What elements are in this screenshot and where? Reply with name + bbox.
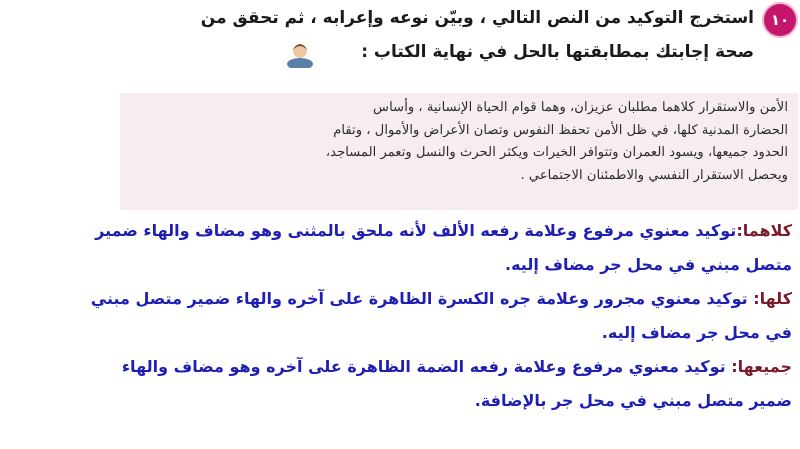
passage-line: ويحصل الاستقرار النفسي والاطمئنان الاجتماعي . xyxy=(520,167,788,183)
answer-line xyxy=(8,282,792,316)
passage-line: الحضارة المدنية كلها، في ظل الأمن تحفظ النفوس وتصان الأعراض والأموال ، وتقام xyxy=(333,122,788,138)
answer-term: كلاهما: xyxy=(736,221,792,240)
instruction-line-1: استخرج التوكيد من النص التالي ، وبيّن نوعه وإعرابه ، ثم تحقق من xyxy=(200,8,754,28)
passage-line: الأمن والاستقرار كلاهما مطلبان عزيزان، وهما قوام الحياة الإنسانية ، وأساس xyxy=(373,100,788,115)
answer-line xyxy=(8,214,792,248)
answer-line: ضمير متصل مبني في محل جر بالإضافة. xyxy=(474,391,792,410)
exercise-number-badge: ١٠ xyxy=(764,4,796,36)
answer-line: متصل مبني في محل جر مضاف إليه. xyxy=(505,255,792,274)
answer-term: كلها: xyxy=(753,289,792,308)
answers-section xyxy=(8,214,792,418)
answer-line xyxy=(8,350,792,384)
exercise-header xyxy=(0,0,800,90)
answer-text: توكيد معنوي مرفوع وعلامة رفعه الألف لأنه ملحق بالمثنى وهو مضاف والهاء ضمير xyxy=(95,221,737,240)
person-avatar-icon xyxy=(285,40,315,68)
answer-term: جميعها: xyxy=(731,357,792,376)
text-passage xyxy=(120,93,798,210)
instruction-line-2: صحة إجابتك بمطابقتها بالحل في نهاية الكتاب : xyxy=(361,42,754,62)
answer-text: توكيد معنوي مجرور وعلامة جره الكسرة الظاهرة على آخره والهاء ضمير متصل مبني xyxy=(90,289,754,308)
answer-text: توكيد معنوي مرفوع وعلامة رفعه الضمة الظاهرة على آخره وهو مضاف والهاء xyxy=(121,357,732,376)
answer-line: في محل جر مضاف إليه. xyxy=(601,323,792,342)
passage-line: الحدود جميعها، ويسود العمران وتتوافر الخيرات ويكثر الحرث والنسل وتعمر المساجد، xyxy=(325,145,788,160)
